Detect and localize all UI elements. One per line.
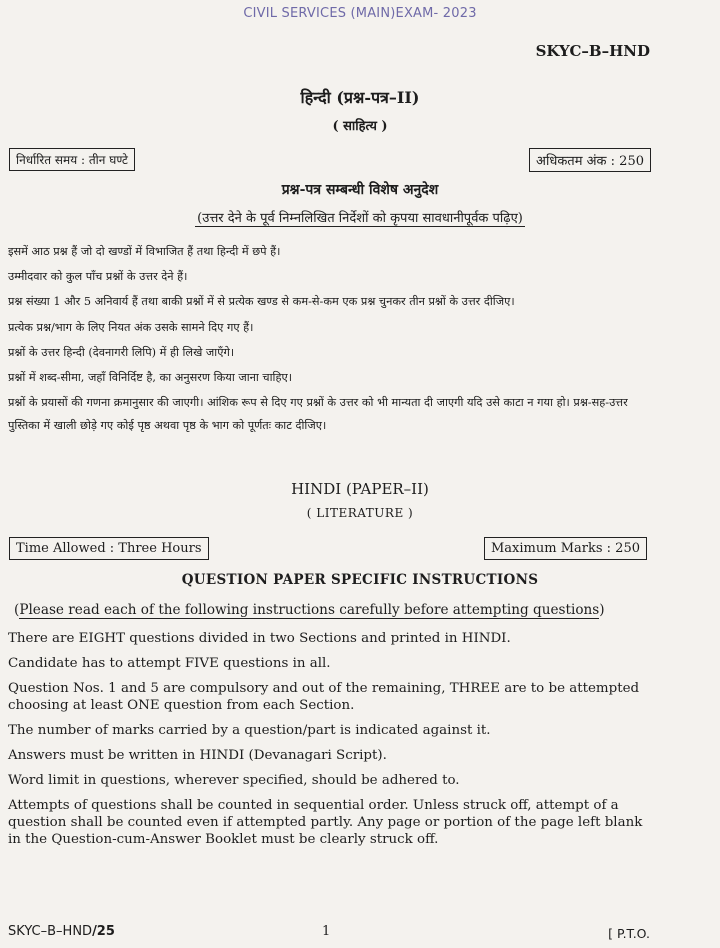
english-instruction: The number of marks carried by a question/part is indicated against it. — [8, 723, 491, 738]
english-instructions-list — [8, 630, 653, 856]
english-instruction: Candidate has to attempt FIVE questions in all. — [8, 656, 331, 671]
hindi-instruction: प्रत्येक प्रश्न/भाग के लिए नियत अंक उसके सामने दिए गए हैं। — [8, 320, 254, 334]
hindi-instructions-list — [8, 244, 658, 447]
hindi-max-marks-box: अधिकतम अंक : 250 — [529, 148, 651, 172]
hindi-instruction: प्रश्नों में शब्द-सीमा, जहाँ विनिर्दिष्ट है, का अनुसरण किया जाना चाहिए। — [8, 370, 292, 384]
hindi-instruction: प्रश्नों के उत्तर हिन्दी (देवनागरी लिपि) में ही लिखे जाएँगे। — [8, 345, 235, 359]
footer-paper-code: SKYC–B–HND/25 — [8, 924, 115, 939]
english-max-marks-box: Maximum Marks : 250 — [484, 537, 647, 560]
english-instruction: Answers must be written in HINDI (Devanagari Script). — [8, 748, 387, 763]
hindi-instructions-note: (उत्तर देने के पूर्व निम्नलिखित निर्देशों को कृपया सावधानीपूर्वक पढ़िए) — [197, 211, 523, 226]
english-paper-subtitle: ( LITERATURE ) — [306, 506, 414, 520]
hindi-instructions-heading: प्रश्न-पत्र सम्बन्धी विशेष अनुदेश — [281, 182, 439, 198]
hindi-instruction: प्रश्नों के प्रयासों की गणना क्रमानुसार की जाएगी। आंशिक रूप से दिए गए प्रश्नों के उत्तर को भी मान्यता दी जाएगी यदि उसे काटा न गया हो। प्रश्न-सह-उत्तर पुस्तिका में खाली छोड़े गए कोई पृष्ठ अथवा पृष्ठ के भाग को पूर्णतः काट दीजिए। — [8, 396, 628, 433]
english-paper-title: HINDI (PAPER–II) — [291, 480, 429, 498]
english-instruction: Word limit in questions, wherever specified, should be adhered to. — [8, 773, 460, 788]
english-instruction: There are EIGHT questions divided in two Sections and printed in HINDI. — [8, 631, 511, 646]
hindi-instruction: उम्मीदवार को कुल पाँच प्रश्नों के उत्तर देने हैं। — [8, 270, 188, 284]
page-number: 1 — [322, 924, 331, 939]
pto-label: [ P.T.O. — [608, 926, 650, 941]
english-time-allowed-box: Time Allowed : Three Hours — [9, 537, 209, 560]
english-instruction: Attempts of questions shall be counted in sequential order. Unless struck off, attempt of a question shall be counted even if attempted partly. Any page or portion of the page left blank in the Question-cum-Answer Booklet must be clearly struck off. — [8, 798, 643, 847]
hindi-time-allowed-box: निर्धारित समय : तीन घण्टे — [9, 148, 135, 171]
exam-stamp: CIVIL SERVICES (MAIN)EXAM- 2023 — [243, 6, 477, 21]
english-instructions-heading: QUESTION PAPER SPECIFIC INSTRUCTIONS — [181, 572, 539, 588]
english-instructions-note: (Please read each of the following instructions carefully before attempting questions) — [14, 602, 605, 618]
hindi-instruction: इसमें आठ प्रश्न हैं जो दो खण्डों में विभाजित हैं तथा हिन्दी में छपे हैं। — [8, 245, 281, 258]
hindi-paper-subtitle: ( साहित्य ) — [332, 119, 388, 134]
hindi-instruction: प्रश्न संख्या 1 और 5 अनिवार्य हैं तथा बाकी प्रश्नों में से प्रत्येक खण्ड से कम-से-कम एक प्रश्न चुनकर तीन प्रश्नों के उत्तर दीजिए। — [8, 295, 515, 309]
hindi-paper-title: हिन्दी (प्रश्न-पत्र–II) — [300, 88, 420, 107]
english-instruction: Question Nos. 1 and 5 are compulsory and out of the remaining, THREE are to be attempted choosing at least ONE question from each Section. — [8, 681, 640, 713]
paper-code: SKYC–B–HND — [535, 42, 650, 60]
